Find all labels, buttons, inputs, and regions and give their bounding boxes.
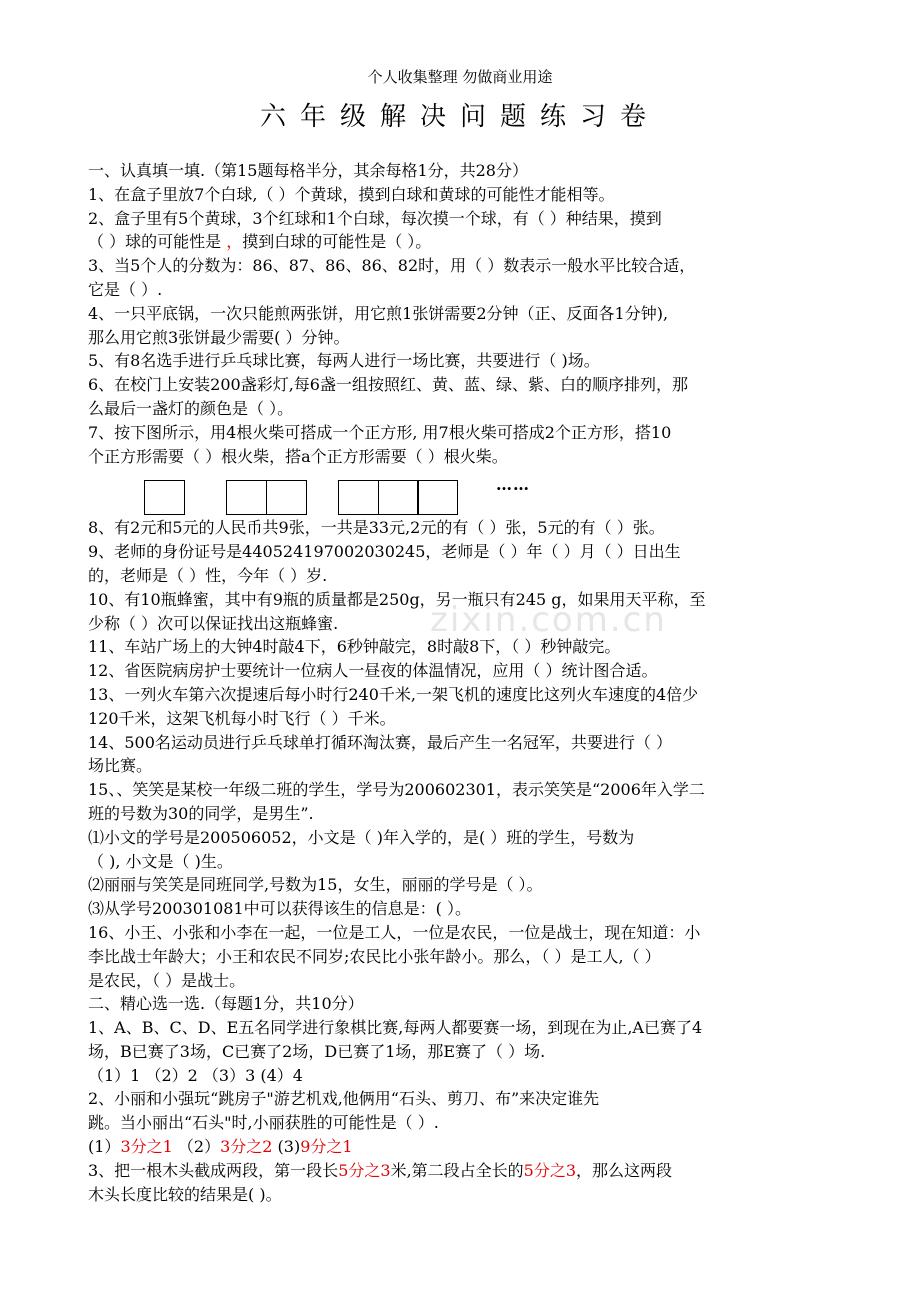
square-group (144, 480, 185, 516)
highlight-text: 5分之3 (338, 1160, 391, 1180)
text-line: 它是（ ）. (88, 279, 163, 299)
text-span: ，那么这两段 (576, 1160, 673, 1180)
text-line: 7、按下图所示，用4根火柴可搭成一个正方形, 用7根火柴可搭成2个正方形，搭10 (88, 422, 672, 442)
text-line: 个正方形需要（ ）根火柴，搭a个正方形需要（ ）根火柴。 (88, 446, 508, 466)
text-line: 12、省医院病房护士要统计一位病人一昼夜的体温情况，应用（ ）统计图合适。 (88, 661, 658, 681)
text-line: 李比战士年龄大；小王和农民不同岁;农民比小张年龄小。那么，（ ）是工人,（ ） (88, 946, 661, 966)
highlight-text: ， (226, 232, 243, 252)
text-span: 米,第二段占全长的 (390, 1160, 524, 1180)
worksheet-body (88, 159, 800, 1206)
text-line: 场比赛。 (88, 756, 153, 776)
square-group (338, 480, 458, 516)
text-line: ⑶从学号200301081中可以获得该生的信息是：( ）。 (88, 899, 471, 919)
text-span: 3、把一根木头截成两段，第一段长 (88, 1160, 339, 1180)
text-span: （2） (172, 1137, 221, 1157)
text-line: 2、盒子里有5个黄球，3个红球和1个白球，每次摸一个球，有（ ）种结果，摸到 (88, 208, 662, 228)
text-line: 6、在校门上安装200盏彩灯,每6盏一组按照红、黄、蓝、绿、紫、白的顺序排列，那 (88, 375, 688, 395)
text-line: 一、认真填一填.（第15题每格半分，其余每格1分，共28分） (88, 161, 528, 180)
square-shape (417, 480, 458, 515)
ellipsis-text: …… (496, 475, 530, 495)
text-line: 8、有2元和5元的人民币共9张，一共是33元,2元的有（ ）张，5元的有（ ）张。 (88, 518, 665, 538)
text-line: 15、、笑笑是某校一年级二班的学生，学号为200602301，表示笑笑是“2006年入学二 (88, 780, 705, 800)
watermark: zixin.com.cn (430, 600, 667, 640)
text-line: ⑵丽丽与笑笑是同班同学,号数为15，女生，丽丽的学号是（ ）。 (88, 875, 543, 895)
text-line: 2、小丽和小强玩“跳房子"游艺机戏,他俩用“石头、剪刀、布”来决定谁先 (88, 1089, 600, 1109)
text-span: 摸到白球的可能性是（ ）。 (242, 232, 432, 252)
text-line: 4、一只平底锅，一次只能煎两张饼，用它煎1张饼需要2分钟（正、反面各1分钟), (88, 303, 669, 323)
text-line: 跳。当小丽出“石头"时,小丽获胜的可能性是（ ）. (88, 1113, 439, 1133)
page-title: 六年级解决问题练习卷 (259, 102, 660, 132)
text-line: 13、一列火车第六次提速后每小时行240千米,一架飞机的速度比这列火车速度的4倍少 (88, 684, 699, 704)
text-line: 1、A、B、C、D、E五名同学进行象棋比赛,每两人都要赛一场，到现在为止,A已赛了4 (88, 1018, 703, 1038)
text-line: 木头长度比较的结果是( )。 (88, 1184, 282, 1204)
text-span: (1） (88, 1137, 121, 1157)
text-line: 1、在盒子里放7个白球,（ ）个黄球，摸到白球和黄球的可能性才能相等。 (88, 184, 615, 204)
square-shape (266, 480, 307, 515)
text-line: 120千米，这架飞机每小时飞行（ ）千米。 (88, 708, 396, 728)
text-span: (3) (272, 1137, 301, 1157)
text-line: 二、精心选一选.（每题1分，共10分） (88, 994, 364, 1014)
text-line: 10、有10瓶蜂蜜，其中有9瓶的质量都是250g，另一瓶只有245 g，如果用天平称，至 (88, 589, 706, 609)
text-line: 16、小王、小张和小李在一起，一位是工人，一位是农民，一位是战士，现在知道：小 (88, 922, 701, 942)
text-line: （1）1 （2）2 （3）3 (4）4 (88, 1065, 303, 1085)
text-line: 14、500名运动员进行乒乓球单打循环淘汰赛，最后产生一名冠军，共要进行（ ） (88, 732, 672, 752)
text-line (88, 1159, 800, 1183)
square-group (226, 480, 307, 516)
square-shape (338, 480, 379, 515)
text-span: （ ）球的可能性是 (88, 232, 227, 252)
text-line: 班的号数为30的同学，是男生”. (88, 803, 314, 823)
text-line: ⑴小文的学号是200506052，小文是（ )年入学的，是( ）班的学生，号数为 (88, 827, 635, 847)
header-note: 个人收集整理 勿做商业用途 (367, 68, 553, 86)
matchstick-squares-figure (88, 468, 800, 516)
text-line (88, 230, 800, 254)
text-line: 少称（ ）次可以保证找出这瓶蜂蜜. (88, 613, 339, 633)
highlight-text: 9分之1 (300, 1137, 353, 1157)
text-line: 那么用它煎3张饼最少需要( ）分钟。 (88, 327, 350, 347)
text-line: 是农民，（ ）是战士。 (88, 970, 246, 990)
square-shape (144, 480, 185, 515)
highlight-text: 3分之2 (220, 1137, 273, 1157)
highlight-text: 3分之1 (120, 1137, 173, 1157)
text-line: （ ), 小文是（ )生。 (88, 851, 233, 871)
text-line: 11、车站广场上的大钟4时敲4下，6秒钟敲完，8时敲8下，（ ）秒钟敲完。 (88, 637, 621, 657)
text-line: 的，老师是（ ）性，今年（ ）岁. (88, 565, 328, 585)
text-line (88, 1135, 800, 1159)
text-line: 9、老师的身份证号是440524197002030245，老师是（ ）年（ ）月（ ）日出生 (88, 542, 681, 562)
square-shape (378, 480, 419, 515)
text-line: 场，B已赛了3场，C已赛了2场，D已赛了1场，那E赛了（ ）场. (88, 1041, 546, 1061)
text-line: 么最后一盏灯的颜色是（ ）。 (88, 398, 294, 418)
square-shape (226, 480, 267, 515)
text-line: 3、当5个人的分数为：86、87、86、86、82时，用（ ）数表示一般水平比较合适， (88, 256, 696, 276)
highlight-text: 5分之3 (523, 1160, 577, 1180)
text-line: 5、有8名选手进行乒乓球比赛，每两人进行一场比赛，共要进行（ )场。 (88, 351, 600, 371)
